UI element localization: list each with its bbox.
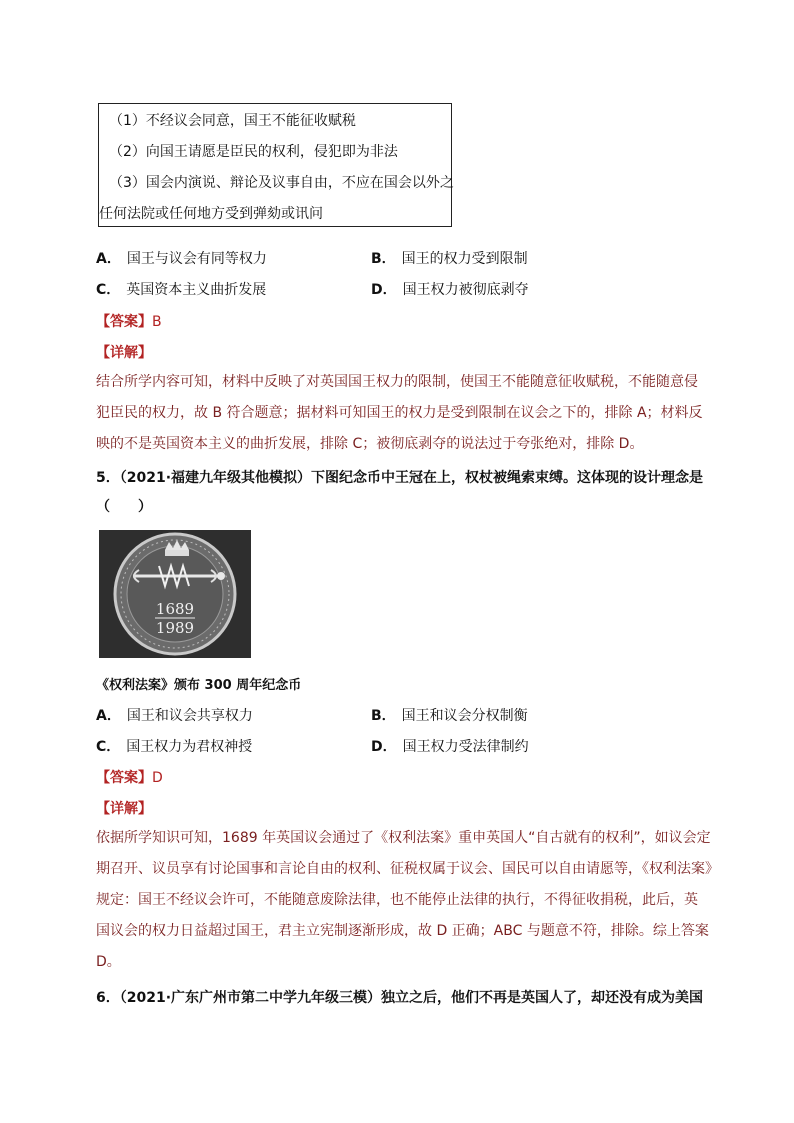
q5-detail-heading — [96, 798, 152, 818]
explanation-line: 映的不是英国资本主义的曲折发展，排除 C；被彻底剥夺的说法过于夸张绝对，排除 D。 — [96, 436, 644, 452]
q5-option-d — [371, 736, 529, 756]
answer-tag: 【答案】 — [96, 314, 152, 330]
material-line-3: （3）国会内演说、辩论及议事自由，不应在国会以外之 — [109, 175, 454, 191]
answer-value: B — [152, 314, 162, 330]
coin-caption: 《权利法案》颁布 300 周年纪念币 — [96, 678, 302, 693]
option-letter: D． — [371, 739, 397, 755]
q4-option-c — [96, 279, 266, 299]
explanation-line: 依据所学知识可知，1689 年英国议会通过了《权利法案》重申英国人“自古就有的权利”，如议会定 — [96, 830, 711, 846]
material-line-1: （1）不经议会同意，国王不能征收赋税 — [109, 113, 356, 129]
option-text: 国王与议会有同等权力 — [126, 251, 267, 267]
explanation-line: 期召开、议员享有讨论国事和言论自由的权利、征税权属于议会、国民可以自由请愿等，《权利法案》 — [96, 861, 719, 877]
q4-answer — [96, 311, 162, 331]
q5-question-line-2: （ ） — [96, 499, 152, 515]
q5-explanation — [96, 823, 719, 978]
explanation-line: 国议会的权力日益超过国王，君主立宪制逐渐形成，故 D 正确；ABC 与题意不符，排除。综上答案 — [96, 923, 709, 939]
q5-option-c — [96, 736, 252, 756]
coin-year-1: 1689 — [155, 600, 195, 618]
explanation-line: 犯臣民的权力，故 B 符合题意；据材料可知国王的权力是受到限制在议会之下的，排除 A；材料反 — [96, 405, 703, 421]
answer-value: D — [152, 770, 163, 786]
commemorative-coin-photo — [99, 530, 251, 658]
option-text: 国王和议会分权制衡 — [401, 708, 528, 724]
q5-option-b — [371, 705, 528, 725]
material-line-4: 任何法院或任何地方受到弹劾或讯问 — [99, 206, 323, 222]
detail-tag: 【详解】 — [96, 801, 152, 817]
option-text: 国王权力被彻底剥夺 — [402, 282, 529, 298]
material-box — [98, 103, 452, 227]
q4-option-a — [96, 248, 267, 268]
q4-option-b — [371, 248, 528, 268]
explanation-line: 结合所学内容可知，材料中反映了对英国国王权力的限制，使国王不能随意征收赋税，不能随意侵 — [96, 374, 698, 390]
detail-tag: 【详解】 — [96, 345, 152, 361]
explanation-line: D。 — [96, 954, 121, 970]
q6-question-line-1: 6．（2021·广东广州市第二中学九年级三模）独立之后，他们不再是英国人了，却还没有成为美国 — [96, 990, 704, 1006]
option-text: 国王的权力受到限制 — [401, 251, 528, 267]
option-letter: A． — [96, 708, 121, 724]
explanation-line: 规定：国王不经议会许可，不能随意废除法律，也不能停止法律的执行，不得征收捐税，此后，英 — [96, 892, 698, 908]
option-text: 国王权力为君权神授 — [126, 739, 253, 755]
q5-option-a — [96, 705, 253, 725]
answer-tag: 【答案】 — [96, 770, 152, 786]
q5-question-line-1: 5．（2021·福建九年级其他模拟）下图纪念币中王冠在上，权杖被绳索束缚。这体现的设计理念是 — [96, 470, 704, 486]
option-text: 英国资本主义曲折发展 — [126, 282, 267, 298]
option-letter: D． — [371, 282, 397, 298]
material-line-2: （2）向国王请愿是臣民的权利，侵犯即为非法 — [109, 144, 398, 160]
q5-answer — [96, 767, 163, 787]
q4-explanation — [96, 367, 706, 460]
option-letter: C． — [96, 739, 121, 755]
q4-detail-heading — [96, 342, 152, 362]
option-text: 国王权力受法律制约 — [402, 739, 529, 755]
coin-year-2: 1989 — [155, 619, 195, 637]
option-letter: B． — [371, 251, 396, 267]
coin-illustration — [99, 530, 251, 658]
option-letter: B． — [371, 708, 396, 724]
option-text: 国王和议会共享权力 — [126, 708, 253, 724]
option-letter: C． — [96, 282, 121, 298]
option-letter: A． — [96, 251, 121, 267]
q4-option-d — [371, 279, 529, 299]
